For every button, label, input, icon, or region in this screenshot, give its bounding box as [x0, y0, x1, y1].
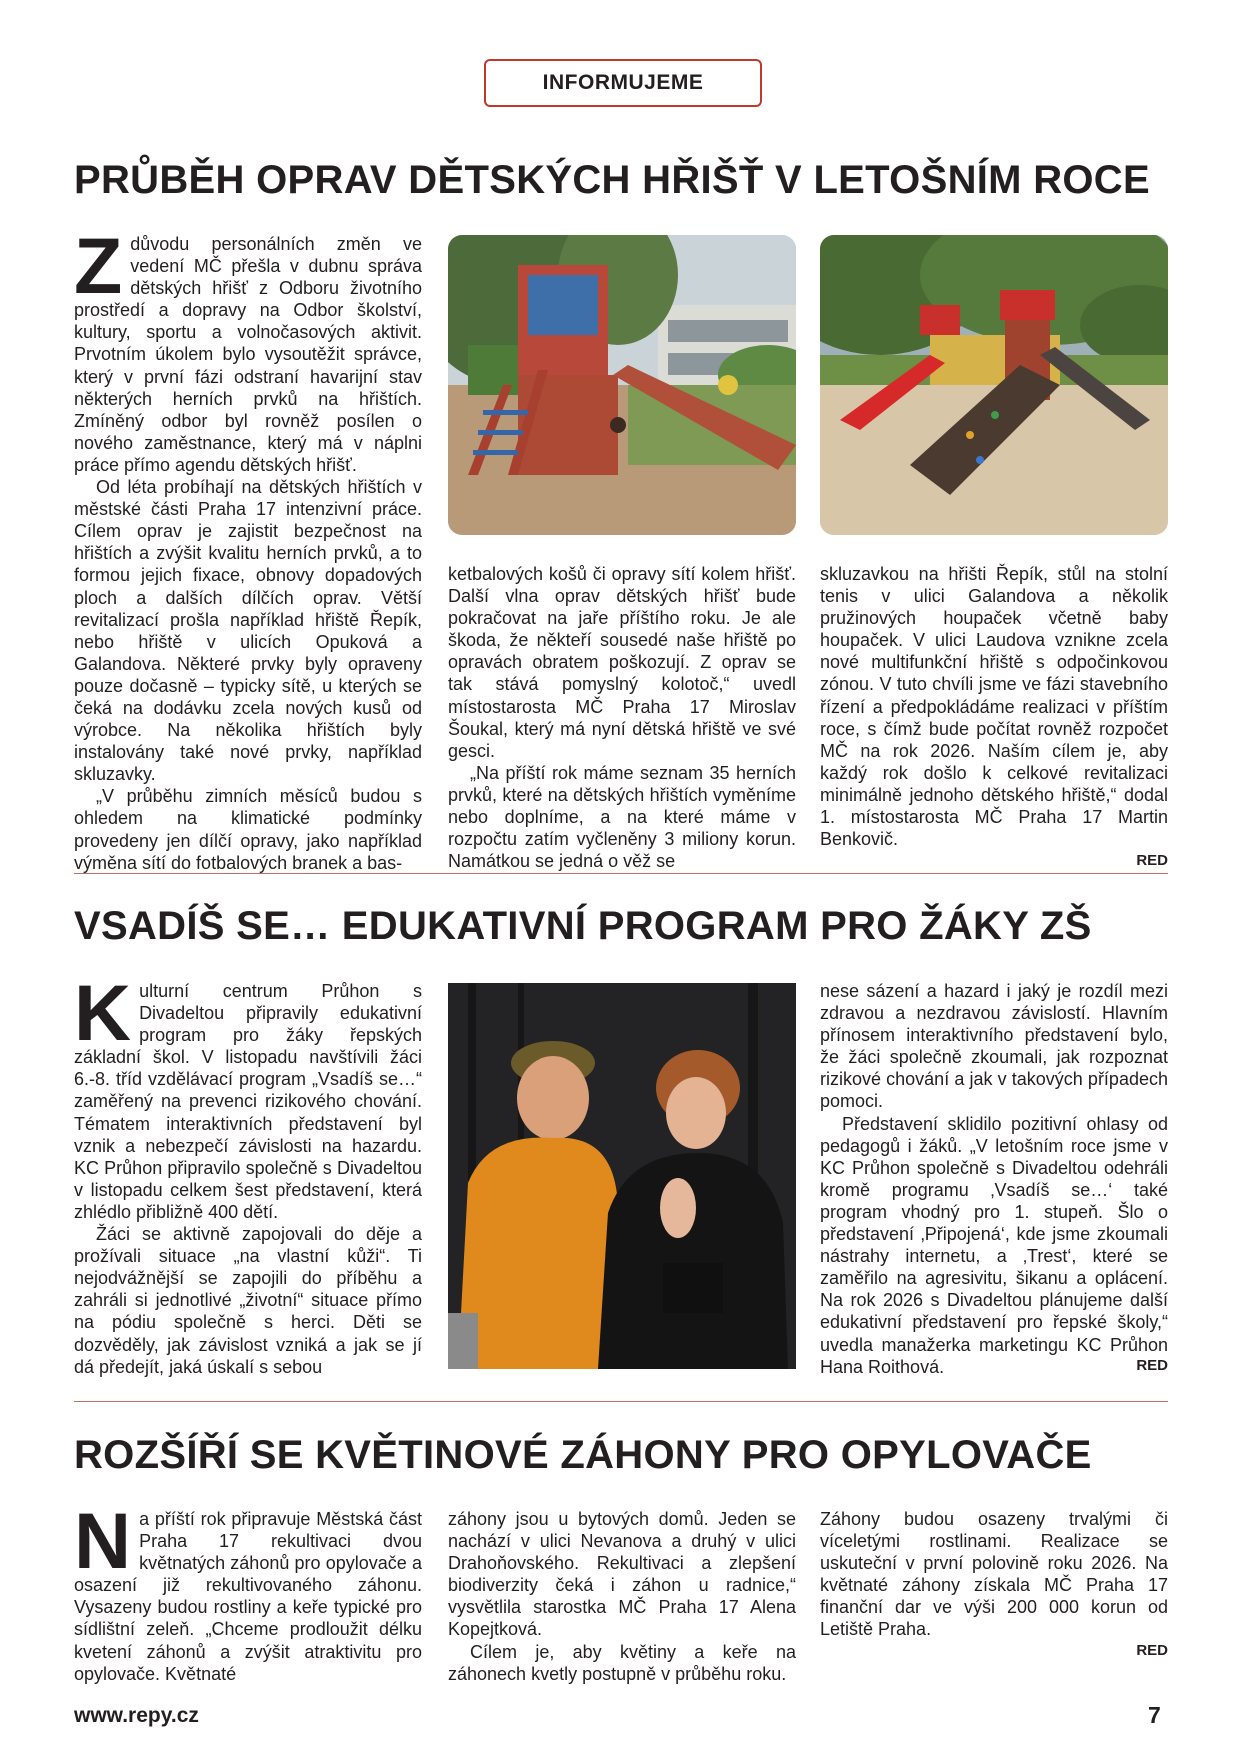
- paragraph: „V průběhu zimních měsíců budou s ohledem na klimatické podmínky provedeny jen dílčí opravy, jako například výměna sítí do fotbalových branek a bas-: [74, 786, 422, 873]
- article2-title: VSADÍŠ SE… EDUKATIVNÍ PROGRAM PRO ŽÁKY ZŠ: [74, 904, 1092, 948]
- paragraph: Od léta probíhají na dětských hřištích v městské části Praha 17 intenzivní práce. Cílem oprav je zajistit bezpečnost na hřištích a zvýšit kvalitu herních prvků, a to formou jejich fixace, obnovy dopadových ploch a dalších dílčích oprav. Větší revitalizací prošla například hřiště Řepík, nebo hřiště v ulicích Opuková a Galandova. Některé prvky byly opraveny pouze dočasně – typicky sítě, u kterých se čeká na dodávku zcela nových kusů od výrobce. Na několika hřištích byly instalovány také nové prvky, například skluzavky.: [74, 477, 422, 785]
- theatre-photo: [448, 983, 796, 1369]
- paragraph: Představení sklidilo pozitivní ohlasy od pedagogů i žáků. „V letošním roce jsme v KC Průhon společně s Divadeltou odehráli kromě programu ‚Vsadíš se…‘ také program vhodný pro 1. stupeň. Šlo o představení ‚Připojená‘, kde jsme zkoumali nástrahy internetu, a ‚Trest‘, které se zaměřilo na agresivitu, šikanu a oplácení. Na rok 2026 s Divadeltou plánujeme další edukativní představení pro řepské školy,“ uvedla manažerka marketingu KC Průhon Hana Roithová.: [820, 1113, 1168, 1377]
- article1-title: PRŮBĚH OPRAV DĚTSKÝCH HŘIŠŤ V LETOŠNÍM ROCE: [74, 158, 1150, 202]
- article3-col1: [74, 1496, 422, 1685]
- paragraph: ketbalových košů či opravy sítí kolem hřišť. Další vlna oprav dětských hřišť bude pokračovat na jaře příštího roku. Je ale škoda, že někteří sousedé naše hřiště po opravách obratem poškozují. Z oprav se tak stává pomyslný kolotoč,“ uvedl místostarosta MČ Praha 17 Miroslav Šoukal, který má nyní dětská hřiště ve své gesci.: [448, 564, 796, 761]
- paragraph: Na příští rok připravuje Městská část Praha 17 rekultivaci dvou květnatých záhonů pro opylovače a osazení již rekultivovaného záhonu. Vysazeny budou rostliny a keře typické pro sídlištní zeleň. „Chceme prodloužit délku kvetení záhonů a zvýšit atraktivitu pro opylovače. Květnaté: [74, 1496, 422, 1684]
- paragraph: Záhony budou osazeny trvalými či víceletými rostlinami. Realizace se uskuteční v první polovině roku 2026. Na květnaté záhony získala MČ Praha 17 finanční dar ve výši 200 000 korun od Letiště Praha.: [820, 1509, 1168, 1640]
- page-number: 7: [1148, 1702, 1161, 1728]
- paragraph: Cílem je, aby květiny a keře na záhonech kvetly postupně v průběhu roku.: [448, 1641, 796, 1684]
- paragraph: nese sázení a hazard i jaký je rozdíl mezi zdravou a nezdravou závislostí. Hlavním přínosem interaktivního představení bylo, že žáci společně zkoumali, jak rozpoznat rizikové chování a jak v takových případech pomoci.: [820, 981, 1168, 1112]
- signature: RED: [1136, 1642, 1168, 1659]
- dropcap: K: [74, 968, 132, 1057]
- article3-title: ROZŠÍŘÍ SE KVĚTINOVÉ ZÁHONY PRO OPYLOVAČE: [74, 1433, 1092, 1477]
- article3-col3: [820, 1508, 1168, 1641]
- divider: [74, 873, 1168, 874]
- article1-col3: [820, 563, 1168, 872]
- article2-col3: [820, 980, 1168, 1378]
- signature: RED: [1136, 852, 1168, 870]
- playground-tower-image: [448, 235, 796, 535]
- article2-col1: [74, 968, 422, 1378]
- website-link[interactable]: www.repy.cz: [74, 1704, 199, 1727]
- article1-col1: [74, 221, 422, 874]
- article3-col2: [448, 1508, 796, 1685]
- playground-photo-1: [448, 235, 796, 535]
- paragraph: Zdůvodu personálních změn ve vedení MČ přešla v dubnu správa dětských hřišť z Odboru životního prostředí a dopravy na Odbor školství, kultury, sportu a volnočasových aktivit. Prvotním úkolem bylo vysoutěžit správce, který v první fázi odstraní havarijní stav některých herních prvků na hřištích. Zmíněný odbor byl rovněž posílen o nového zaměstnance, který má v náplni práce přímo agendu dětských hřišť.: [74, 221, 422, 475]
- playground-slide-image: [820, 235, 1168, 535]
- actors-image: [448, 983, 796, 1369]
- divider: [74, 1401, 1168, 1402]
- article1-col2: [448, 563, 796, 872]
- paragraph: Žáci se aktivně zapojovali do děje a prožívali situace „na vlastní kůži“. Ti nejodvážnější se zapojili do příběhu a zahráli si jednotlivé „životní“ situace přímo na pódiu společně s herci. Děti se dozvěděly, jak závislost vzniká a jak se jí dá předejít, jaká úskalí s sebou: [74, 1224, 422, 1377]
- signature: RED: [1136, 1357, 1168, 1374]
- dropcap: Z: [74, 221, 123, 310]
- paragraph: záhony jsou u bytových domů. Jeden se nachází v ulici Nevanova a druhý v ulici Drahoňovského. Rekultivaci a zlepšení biodiverzity čeká i záhon u radnice,“ vysvětlila starostka MČ Praha 17 Alena Kopejtková.: [448, 1509, 796, 1640]
- paragraph: Kulturní centrum Průhon s Divadeltou připravily edukativní program pro žáky řepských základní škol. V listopadu navštívili žáci 6.-8. tříd vzdělávací program „Vsadíš se…“ zaměřený na prevenci rizikového chování. Tématem interaktivních představení byl vznik a nebezpečí závislosti na hazardu. KC Průhon připravilo společně s Divadeltou v listopadu celkem šest představení, která zhlédlo přibližně 400 dětí.: [74, 968, 422, 1222]
- section-badge: INFORMUJEME: [484, 59, 762, 107]
- paragraph: „Na příští rok máme seznam 35 herních prvků, které na dětských hřištích vyměníme nebo doplníme, a na které máme v rozpočtu zatím vyčleněny 3 miliony korun. Namátkou se jedná o věž se: [448, 762, 796, 872]
- dropcap: N: [74, 1496, 132, 1585]
- playground-photo-2: [820, 235, 1168, 535]
- paragraph: skluzavkou na hřišti Řepík, stůl na stolní tenis v ulici Galandova a několik pružinových houpaček včetně baby houpaček. V ulici Laudova vznikne zcela nové multifunkční hřiště s odpočinkovou zónou. V tuto chvíli jsme ve fázi stavebního řízení a předpokládáme realizaci v příštím roce, s čímž bude počítat rovněž rozpočet MČ na rok 2026. Naším cílem je, aby každý rok došlo k celkové revitalizaci minimálně jednoho dětského hřiště,“ dodal 1. místostarosta MČ Praha 17 Martin Benkovič.: [820, 564, 1168, 850]
